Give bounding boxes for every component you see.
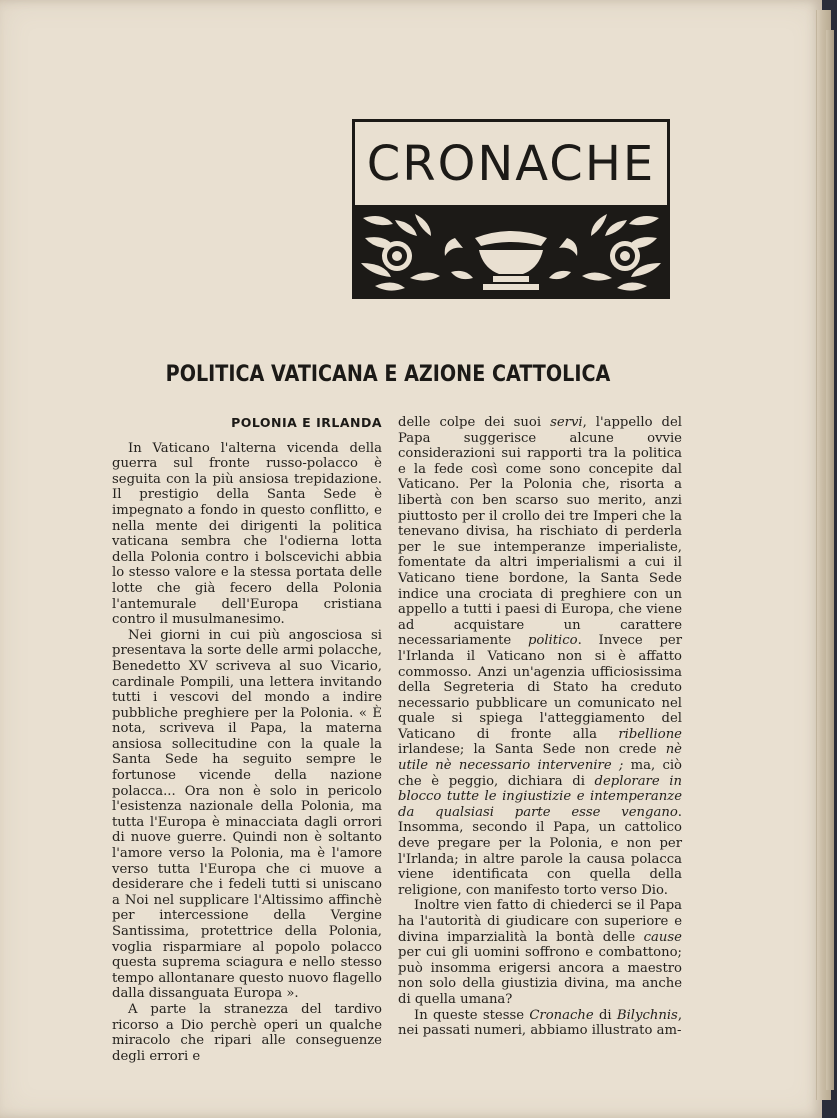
text-run: In queste stesse bbox=[414, 1007, 530, 1023]
logo-title: CRONACHE bbox=[355, 122, 667, 208]
italic-run: Cronache bbox=[529, 1007, 594, 1023]
text-run: , l'appello del Papa suggerisce alcune ovvie considerazioni sui rapporti tra la politica e la fede così come sono concepite dal Vaticano. Per la Polonia che, risorta a libertà con ben scarso suo merito, anzi piuttosto per il crollo dei tre Imperi che la tenevano divisa, ha rischiato di perderla per le sue intemperanze imperialiste, fomentate da altri imperialismi a cui il Vaticano tiene bordone, la Santa Sede indice una crociata di preghiere con un appello a tutti i paesi di Europa, che viene ad acquistare un carattere necessariamente bbox=[398, 415, 682, 649]
text-run: . Insomma, secondo il Papa, un cattolico deve pregare per la Polonia, e non per l'Irlanda; in altre parole la causa polacca viene identificata con quella della religione, con manifesto torto verso Dio. bbox=[398, 804, 682, 898]
italic-run: politico bbox=[527, 633, 578, 649]
ornament-vase-icon bbox=[355, 208, 667, 298]
italic-run: ribellione bbox=[618, 726, 682, 742]
italic-run: cause bbox=[643, 929, 682, 945]
section-logo bbox=[352, 119, 670, 299]
italic-run: Bilychnis bbox=[616, 1007, 678, 1023]
italic-run: nè utile nè necessario intervenire ; bbox=[398, 742, 682, 774]
paragraph: In Vaticano l'alterna vicenda della guerra sul fronte russo-polacco è seguita con la più ansiosa trepidazione. Il prestigio della Santa Sede è impegnato a fondo in questo conflitto, e nella mente dei dirigenti la politica vaticana sembra che l'odierna lotta della Polonia contro i bolscevichi abbia lo stesso valore e la stessa portata delle lotte che già fecero della Polonia l'antemurale dell'Europa cristiana contro il musulmanesimo. bbox=[112, 440, 382, 628]
paragraph: Nei giorni in cui più angosciosa si presentava la sorte delle armi polacche, Benedetto XV scriveva al suo Vicario, cardinale Pompili, una lettera invitando tutti i vescovi del mondo a indire pubbliche preghiere per la Polonia. « È nota, scriveva il Papa, la materna ansiosa sollecitudine con la quale la Santa Sede ha seguito sempre le fortunose vicende della nazione polacca... Ora non è solo in pericolo l'esistenza nazionale della Polonia, ma tutta l'Europa è minacciata dagli orrori di nuove guerre. Quindi non è soltanto l'amore verso la Polonia, ma è l'amore verso tutta l'Europa che ci muove a desiderare che i fedeli tutti si uniscano a Noi nel supplicare l'Altissimo affinchè per intercessione della Vergine Santissima, protettrice della Polonia, voglia risparmiare al popolo polacco questa suprema sciagura e nello stesso tempo allontanare questo nuovo flagello dalla dissanguata Europa ». bbox=[112, 627, 382, 1002]
italic-run: deplorare in blocco tutte le ingiustizie e intemperanze da qualsiasi parte esse vengano bbox=[398, 773, 683, 820]
paragraph bbox=[398, 1008, 682, 1039]
text-run: delle colpe dei suoi bbox=[398, 415, 551, 430]
paragraph: A parte la stranezza del tardivo ricorso a Dio perchè operi un qualche miracolo che ripari alle conseguenze degli errori e bbox=[112, 1001, 382, 1064]
text-run: , nei passati numeri, abbiamo illustrato am- bbox=[398, 1007, 683, 1039]
text-run: per cui gli uomini soffrono e combattono; può insomma erigersi ancora a maestro non solo della giustizia divina, ma anche di quella umana? bbox=[398, 945, 682, 1007]
text-run: di bbox=[593, 1007, 617, 1023]
italic-run: servi bbox=[550, 415, 583, 430]
article-headline: POLITICA VATICANA E AZIONE CATTOLICA bbox=[165, 362, 611, 387]
text-run: Inoltre vien fatto di chiederci se il Papa ha l'autorità di giudicare con superiore e divina imparzialità la bontà delle bbox=[398, 898, 682, 945]
paragraph bbox=[398, 898, 682, 1007]
paragraph bbox=[398, 415, 682, 898]
text-run: . Invece per l'Irlanda il Vaticano non si è affatto commosso. Anzi un'agenzia ufficiosissima della Segreteria di Stato ha creduto necessario pubblicare un comunicato nel quale si spiega l'atteggiamento del Vaticano di fronte alla bbox=[398, 633, 682, 742]
left-column bbox=[112, 415, 382, 1064]
text-run: irlandese; la Santa Sede non crede bbox=[398, 742, 666, 758]
page-edge-back bbox=[826, 30, 834, 1090]
text-run: ma, ciò che è peggio, dichiara di bbox=[398, 758, 682, 789]
right-column bbox=[398, 415, 682, 1039]
section-subheading: POLONIA E IRLANDA bbox=[231, 415, 382, 430]
